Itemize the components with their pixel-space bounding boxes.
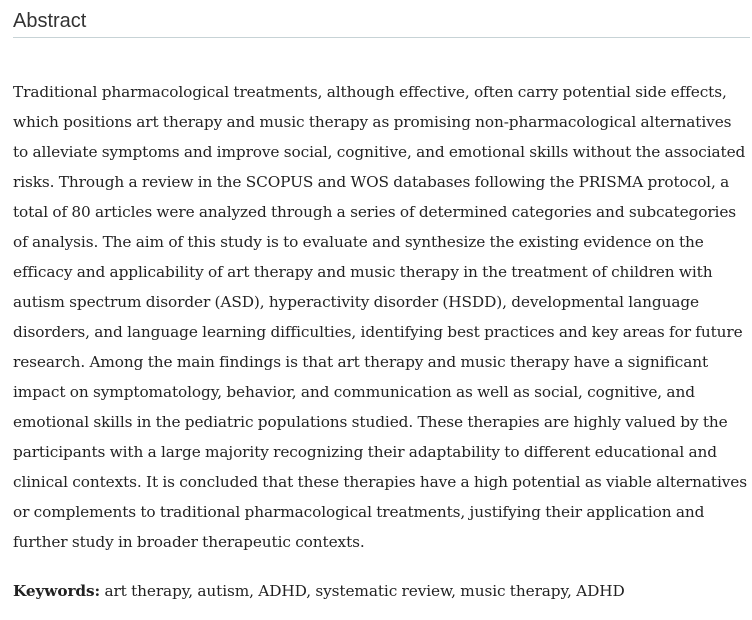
abstract-section [13,8,750,606]
keywords-values: art therapy, autism, ADHD, systematic review, music therapy, ADHD [104,582,625,600]
keywords-line [13,576,750,606]
section-title: Abstract [13,8,750,38]
keywords-label: Keywords: [13,582,101,600]
abstract-paragraph: Traditional pharmacological treatments, although effective, often carry potential side effects, which positions art therapy and music therapy as promising non-pharmacological alternatives to alleviate symptoms and improve social, cognitive, and emotional skills without the associated risks. Through a review in the SCOPUS and WOS databases following the PRISMA protocol, a total of 80 articles were analyzed through a series of determined categories and subcategories of analysis. The aim of this study is to evaluate and synthesize the existing evidence on the efficacy and applicability of art therapy and music therapy in the treatment of children with autism spectrum disorder (ASD), hyperactivity disorder (HSDD), developmental language disorders, and language learning difficulties, identifying best practices and key areas for future research. Among the main findings is that art therapy and music therapy have a significant impact on symptomatology, behavior, and communication as well as social, cognitive, and emotional skills in the pediatric populations studied. These therapies are highly valued by the participants with a large majority recognizing their adaptability to different educational and clinical contexts. It is concluded that these therapies have a high potential as viable alternatives or complements to traditional pharmacological treatments, justifying their application and further study in broader therapeutic contexts. [13,83,747,551]
